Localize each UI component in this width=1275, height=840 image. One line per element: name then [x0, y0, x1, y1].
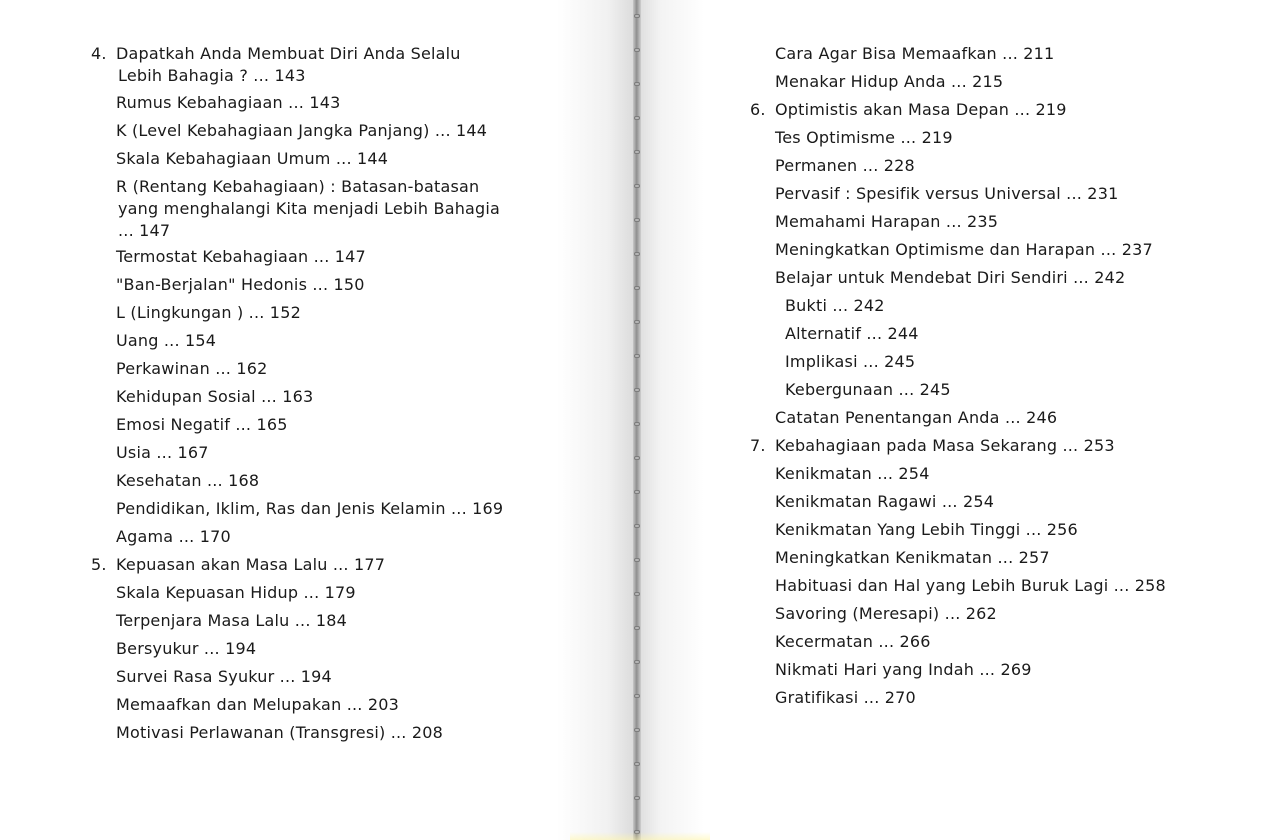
spine-stitch: [634, 796, 640, 800]
chapter-number: 6.: [750, 100, 766, 119]
toc-entry-text: Belajar untuk Mendebat Diri Sendiri ... 242: [775, 268, 1126, 287]
toc-entry-survei-rasa-syukur: [116, 667, 332, 687]
spine-stitch: [634, 762, 640, 766]
spine-stitch: [634, 388, 640, 392]
toc-entry-text: Tes Optimisme ... 219: [775, 128, 953, 147]
toc-entry-belajar-untuk-mendebat-diri-sendiri: [775, 268, 1125, 288]
spine-stitch: [634, 558, 640, 562]
toc-entry-text: Bukti ... 242: [785, 296, 885, 315]
toc-entry-text: Kepuasan akan Masa Lalu ... 177: [116, 555, 386, 574]
spine-stitch: [634, 592, 640, 596]
spine-stitch: [634, 286, 640, 290]
chapter-number: 5.: [91, 555, 107, 574]
toc-entry-k-level-kebahagiaan-jangka-panjang: [116, 121, 487, 141]
spine-stitch: [634, 320, 640, 324]
toc-entry-cara-agar-bisa-memaafkan: [775, 44, 1054, 64]
spine-stitch: [634, 490, 640, 494]
toc-entry-menakar-hidup-anda: [775, 72, 1003, 92]
toc-entry-text: Skala Kebahagiaan Umum ... 144: [116, 149, 389, 168]
toc-entry-text: Meningkatkan Kenikmatan ... 257: [775, 548, 1050, 567]
toc-entry-motivasi-perlawanan-transgresi: [116, 723, 443, 743]
spine-stitch: [634, 660, 640, 664]
toc-entry-text: Kebahagiaan pada Masa Sekarang ... 253: [775, 436, 1115, 455]
toc-entry-text: Catatan Penentangan Anda ... 246: [775, 408, 1058, 427]
toc-entry-text: Kenikmatan Yang Lebih Tinggi ... 256: [775, 520, 1078, 539]
toc-entry-text: Termostat Kebahagiaan ... 147: [116, 247, 366, 266]
toc-entry-kenikmatan-yang-lebih-tinggi: [775, 520, 1078, 540]
toc-entry-ban-berjalan-hedonis: [116, 275, 365, 295]
toc-entry-pervasif-spesifik-versus-universal: [775, 184, 1118, 204]
toc-entry-kepuasan-akan-masa-lalu: [91, 555, 386, 575]
toc-entry-text: Kenikmatan Ragawi ... 254: [775, 492, 995, 511]
toc-entry-savoring-meresapi: [775, 604, 997, 624]
toc-entry-text: Terpenjara Masa Lalu ... 184: [116, 611, 348, 630]
toc-entry-text: R (Rentang Kebahagiaan) : Batasan-batasan: [116, 177, 480, 196]
toc-entry-skala-kebahagiaan-umum: [116, 149, 388, 169]
toc-entry-permanen: [775, 156, 915, 176]
toc-entry-usia: [116, 443, 209, 463]
toc-entry-text: Pervasif : Spesifik versus Universal ... 231: [775, 184, 1119, 203]
toc-entry-skala-kepuasan-hidup: [116, 583, 356, 603]
toc-entry-text: L (Lingkungan ) ... 152: [116, 303, 301, 322]
toc-entry-text: Cara Agar Bisa Memaafkan ... 211: [775, 44, 1055, 63]
toc-entry-agama: [116, 527, 231, 547]
toc-entry-nikmati-hari-yang-indah: [775, 660, 1032, 680]
chapter-number: 4.: [91, 44, 107, 63]
toc-entry-termostat-kebahagiaan: [116, 247, 366, 267]
spine-stitch: [634, 82, 640, 86]
toc-entry-text: Usia ... 167: [116, 443, 209, 462]
toc-entry-text: Kehidupan Sosial ... 163: [116, 387, 314, 406]
toc-entry-text: Rumus Kebahagiaan ... 143: [116, 93, 341, 112]
toc-entry-text: Permanen ... 228: [775, 156, 915, 175]
toc-entry-text: K (Level Kebahagiaan Jangka Panjang) ... 144: [116, 121, 488, 140]
toc-entry-tes-optimisme: [775, 128, 953, 148]
toc-entry-text: Optimistis akan Masa Depan ... 219: [775, 100, 1067, 119]
spine-stitch: [634, 218, 640, 222]
toc-entry-text: Emosi Negatif ... 165: [116, 415, 288, 434]
page-bottom-highlight: [570, 832, 710, 840]
spine-stitch: [634, 422, 640, 426]
spine-stitch: [634, 252, 640, 256]
spine-stitch: [634, 694, 640, 698]
toc-entry-alternatif: [785, 324, 919, 344]
toc-entry-text: yang menghalangi Kita menjadi Lebih Bahagia: [118, 199, 501, 218]
toc-entry-kebahagiaan-pada-masa-sekarang: [750, 436, 1115, 456]
spine-stitch: [634, 184, 640, 188]
toc-entry-text: Meningkatkan Optimisme dan Harapan ... 237: [775, 240, 1153, 259]
toc-entry-implikasi: [785, 352, 915, 372]
toc-entry-text: Gratifikasi ... 270: [775, 688, 916, 707]
toc-entry-r-rentang-kebahagiaan-batasan-batasan: [116, 177, 500, 241]
toc-entry-catatan-penentangan-anda: [775, 408, 1057, 428]
toc-entry-text: Memahami Harapan ... 235: [775, 212, 999, 231]
spine-stitch: [634, 524, 640, 528]
spine-stitch: [634, 14, 640, 18]
toc-entry-text: ... 147: [118, 221, 171, 240]
toc-entry-rumus-kebahagiaan: [116, 93, 340, 113]
toc-entry-kesehatan: [116, 471, 259, 491]
toc-entry-text: Pendidikan, Iklim, Ras dan Jenis Kelamin ... 169: [116, 499, 504, 518]
chapter-number: 7.: [750, 436, 766, 455]
toc-entry-pendidikan-iklim-ras-dan-jenis-kelamin: [116, 499, 503, 519]
toc-entry-text: Kecermatan ... 266: [775, 632, 931, 651]
toc-entry-kehidupan-sosial: [116, 387, 313, 407]
toc-entry-text: Implikasi ... 245: [785, 352, 916, 371]
book-spine: [633, 0, 641, 840]
toc-entry-perkawinan: [116, 359, 267, 379]
toc-entry-text: Kebergunaan ... 245: [785, 380, 951, 399]
toc-entry-bukti: [785, 296, 885, 316]
toc-entry-habituasi-dan-hal-yang-lebih-buruk-lagi: [775, 576, 1166, 596]
toc-entry-text: Agama ... 170: [116, 527, 231, 546]
toc-entry-text: Habituasi dan Hal yang Lebih Buruk Lagi ... 258: [775, 576, 1166, 595]
toc-entry-memaafkan-dan-melupakan: [116, 695, 399, 715]
toc-entry-kenikmatan-ragawi: [775, 492, 994, 512]
toc-entry-text: "Ban-Berjalan" Hedonis ... 150: [116, 275, 365, 294]
toc-entry-text: Kesehatan ... 168: [116, 471, 260, 490]
toc-entry-memahami-harapan: [775, 212, 998, 232]
right-page: [641, 0, 1275, 840]
spine-stitch: [634, 354, 640, 358]
toc-entry-optimistis-akan-masa-depan: [750, 100, 1067, 120]
toc-entry-text: Savoring (Meresapi) ... 262: [775, 604, 997, 623]
toc-entry-text: Dapatkah Anda Membuat Diri Anda Selalu: [116, 44, 461, 63]
spine-stitch: [634, 728, 640, 732]
spine-stitch: [634, 150, 640, 154]
toc-entry-text: Alternatif ... 244: [785, 324, 919, 343]
toc-entry-bersyukur: [116, 639, 256, 659]
toc-entry-text: Kenikmatan ... 254: [775, 464, 930, 483]
spine-stitch: [634, 116, 640, 120]
toc-entry-kecermatan: [775, 632, 931, 652]
toc-entry-text: Memaafkan dan Melupakan ... 203: [116, 695, 399, 714]
toc-entry-text: Nikmati Hari yang Indah ... 269: [775, 660, 1032, 679]
toc-entry-text: Skala Kepuasan Hidup ... 179: [116, 583, 356, 602]
left-page: [0, 0, 633, 840]
toc-entry-dapatkah-anda-membuat-diri-anda-selalu: [91, 44, 461, 86]
toc-entry-text: Bersyukur ... 194: [116, 639, 257, 658]
spine-stitch: [634, 48, 640, 52]
toc-entry-terpenjara-masa-lalu: [116, 611, 347, 631]
toc-entry-kebergunaan: [785, 380, 951, 400]
toc-entry-text: Uang ... 154: [116, 331, 217, 350]
toc-entry-text: Lebih Bahagia ? ... 143: [118, 66, 306, 85]
spine-stitch: [634, 456, 640, 460]
toc-entry-text: Motivasi Perlawanan (Transgresi) ... 208: [116, 723, 444, 742]
toc-entry-text: Survei Rasa Syukur ... 194: [116, 667, 332, 686]
toc-entry-l-lingkungan: [116, 303, 301, 323]
toc-entry-kenikmatan: [775, 464, 930, 484]
toc-entry-text: Menakar Hidup Anda ... 215: [775, 72, 1004, 91]
toc-entry-uang: [116, 331, 216, 351]
toc-entry-emosi-negatif: [116, 415, 288, 435]
toc-entry-gratifikasi: [775, 688, 916, 708]
toc-entry-meningkatkan-optimisme-dan-harapan: [775, 240, 1153, 260]
spine-stitch: [634, 626, 640, 630]
toc-entry-meningkatkan-kenikmatan: [775, 548, 1050, 568]
toc-entry-text: Perkawinan ... 162: [116, 359, 268, 378]
